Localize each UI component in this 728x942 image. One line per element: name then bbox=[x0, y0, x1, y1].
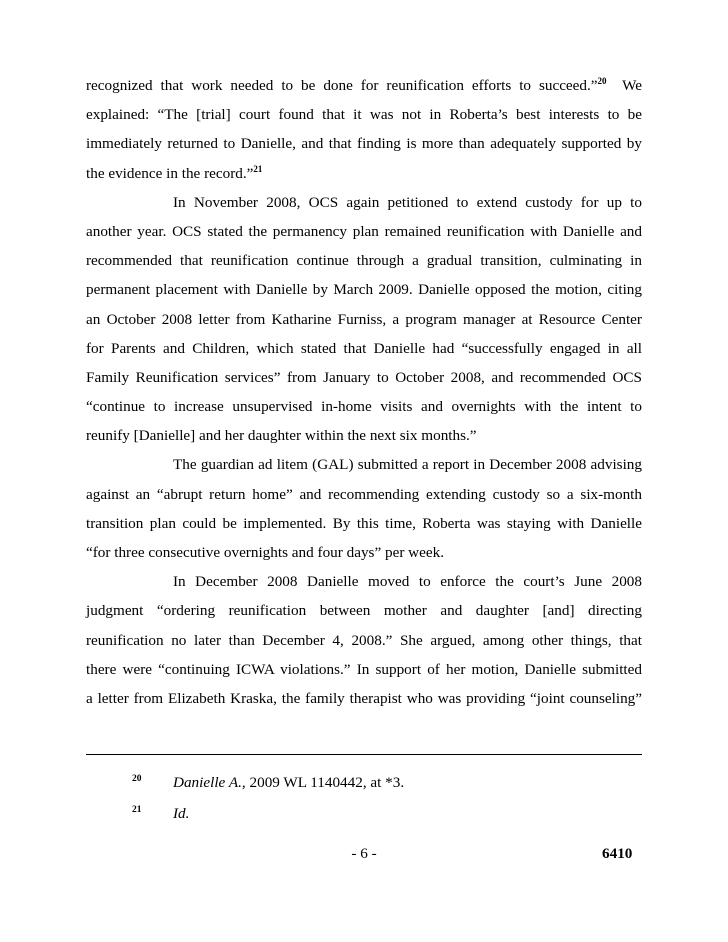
body-line: immediately returned to Danielle, and that finding is more than adequately supported by bbox=[86, 135, 642, 153]
body-line: “continue to increase unsupervised in-home visits and overnights with the intent to bbox=[86, 398, 642, 416]
body-line: reunification no later than December 4, 2008.” She argued, among other things, that bbox=[86, 631, 642, 649]
body-line: the evidence in the record.”$^{21}$ bbox=[86, 163, 263, 182]
footnote-20 bbox=[86, 773, 642, 792]
footnote-citation-title: Id. bbox=[173, 805, 190, 822]
body-line: a letter from Elizabeth Kraska, the family therapist who was providing “joint counseling” bbox=[86, 689, 642, 707]
body-line: explained: “The [trial] court found that it was not in Roberta’s best interests to be bbox=[86, 106, 642, 124]
body-line: an October 2008 letter from Katharine Furniss, a program manager at Resource Center bbox=[86, 310, 642, 328]
body-line: transition plan could be implemented. By this time, Roberta was staying with Danielle bbox=[86, 514, 642, 532]
footnote-number: 20 bbox=[132, 774, 142, 784]
body-line: recognized that work needed to be done for reunification efforts to succeed.”$^{20}$ We bbox=[86, 75, 642, 94]
footnote-number: 21 bbox=[132, 805, 142, 815]
body-line: judgment “ordering reunification between mother and daughter [and] directing bbox=[86, 602, 642, 620]
opinion-body bbox=[86, 76, 642, 718]
body-line: In November 2008, OCS again petitioned to extend custody for up to bbox=[173, 193, 642, 211]
body-line: another year. OCS stated the permanency plan remained reunification with Danielle and bbox=[86, 222, 642, 240]
footnote-ref-20[interactable]: 20 bbox=[597, 75, 607, 86]
body-line: permanent placement with Danielle by March 2009. Danielle opposed the motion, citing bbox=[86, 281, 642, 299]
body-line: against an “abrupt return home” and recommending extending custody so a six-month bbox=[86, 485, 642, 503]
body-line: “for three consecutive overnights and four days” per week. bbox=[86, 544, 445, 561]
body-line: reunify [Danielle] and her daughter within the next six months.” bbox=[86, 427, 477, 445]
page-number: - 6 - bbox=[351, 845, 377, 862]
body-line: In December 2008 Danielle moved to enforce the court’s June 2008 bbox=[173, 573, 642, 591]
footnote-21 bbox=[86, 804, 642, 823]
footnote-text: Danielle A., 2009 WL 1140442, at *3. bbox=[173, 774, 405, 791]
body-line: recommended that reunification continue through a gradual transition, culminating in bbox=[86, 252, 642, 270]
footnote-text bbox=[173, 804, 189, 823]
footnote-divider bbox=[86, 754, 642, 755]
footnote-citation-title: Danielle A. bbox=[173, 774, 242, 791]
body-line: Family Reunification services” from January to October 2008, and recommended OCS bbox=[86, 368, 642, 386]
opinion-number: 6410 bbox=[602, 845, 633, 862]
body-line: there were “continuing ICWA violations.” In support of her motion, Danielle submitted bbox=[86, 660, 642, 678]
body-line: for Parents and Children, which stated that Danielle had “successfully engaged in all bbox=[86, 339, 642, 357]
footnote-ref-21[interactable]: 21 bbox=[253, 163, 263, 174]
body-line: The guardian ad litem (GAL) submitted a report in December 2008 advising bbox=[173, 456, 642, 474]
